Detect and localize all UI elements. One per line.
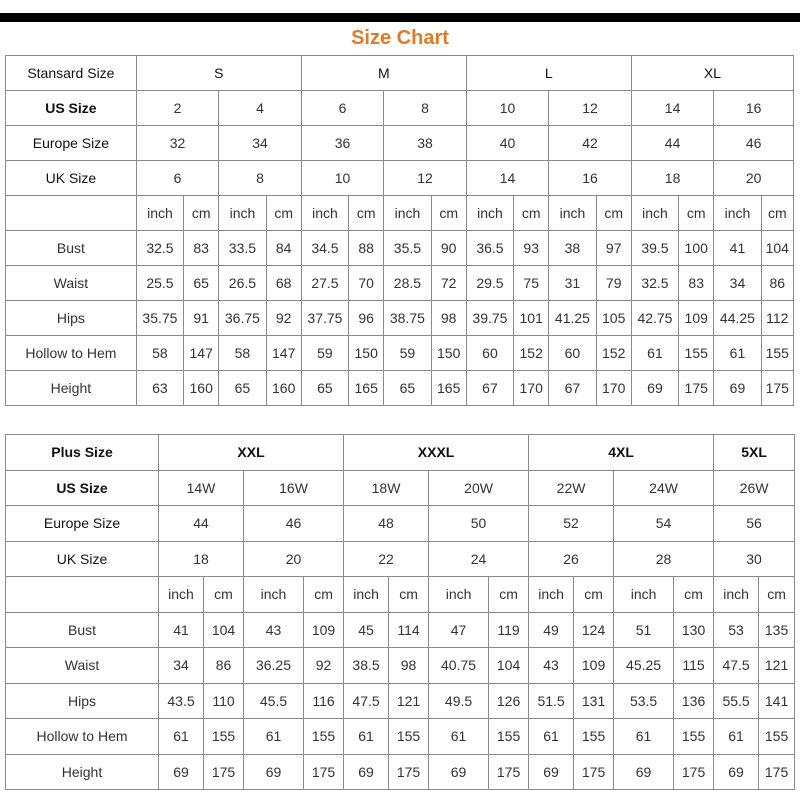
measurement-cell: 69 <box>244 754 304 790</box>
uk-size-row-cell: 26 <box>529 541 614 577</box>
measurement-cell: 61 <box>714 336 761 371</box>
measurement-cell: 69 <box>429 754 489 790</box>
measurement-cell: 49 <box>529 612 574 648</box>
measurement-row <box>6 683 795 719</box>
measurement-row <box>6 266 794 301</box>
europe-size-row <box>6 126 794 161</box>
size-header-row <box>6 435 795 471</box>
uk-size-row-cell: 30 <box>714 541 795 577</box>
measurement-cell: 109 <box>679 301 714 336</box>
us-size-row-cell: 18W <box>344 470 429 506</box>
uk-size-row-cell: 22 <box>344 541 429 577</box>
us-size-row-cell: 4 <box>219 91 302 126</box>
unit-cell: cm <box>759 577 795 613</box>
us-size-row-cell: 16 <box>714 91 794 126</box>
europe-size-row <box>6 506 795 542</box>
europe-size-row-cell: 42 <box>549 126 632 161</box>
measurement-cell: 35.75 <box>136 301 183 336</box>
measurement-cell: 115 <box>674 648 714 684</box>
uk-size-row-cell: 6 <box>136 161 218 196</box>
measurement-cell: 47.5 <box>714 648 759 684</box>
measurement-cell: 150 <box>349 336 384 371</box>
measurement-cell: 41 <box>159 612 204 648</box>
measurement-cell: 175 <box>674 754 714 790</box>
uk-size-row-cell: 14 <box>466 161 548 196</box>
measurement-cell: 110 <box>204 683 244 719</box>
europe-size-row-label: Europe Size <box>6 506 159 542</box>
measurement-cell: 109 <box>304 612 344 648</box>
measurement-cell: 101 <box>514 301 549 336</box>
measurement-cell: 165 <box>431 371 466 406</box>
measurement-cell: 65 <box>384 371 431 406</box>
measurement-label: Waist <box>6 648 159 684</box>
europe-size-row-cell: 46 <box>244 506 344 542</box>
unit-cell: cm <box>431 196 466 231</box>
unit-cell: inch <box>219 196 266 231</box>
measurement-cell: 88 <box>349 231 384 266</box>
measurement-cell: 43 <box>244 612 304 648</box>
measurement-cell: 175 <box>761 371 793 406</box>
measurement-cell: 38.5 <box>344 648 389 684</box>
measurement-cell: 59 <box>384 336 431 371</box>
measurement-cell: 155 <box>389 719 429 755</box>
measurement-cell: 44.25 <box>714 301 761 336</box>
europe-size-row-cell: 34 <box>219 126 302 161</box>
measurement-cell: 61 <box>529 719 574 755</box>
measurement-cell: 42.75 <box>631 301 678 336</box>
europe-size-row-cell: 32 <box>136 126 218 161</box>
measurement-cell: 41 <box>714 231 761 266</box>
top-bar <box>0 13 800 22</box>
us-size-row-cell: 6 <box>301 91 383 126</box>
unit-cell: cm <box>349 196 384 231</box>
measurement-cell: 61 <box>344 719 389 755</box>
measurement-cell: 67 <box>549 371 596 406</box>
unit-cell: cm <box>761 196 793 231</box>
uk-size-row-cell: 8 <box>219 161 302 196</box>
measurement-cell: 25.5 <box>136 266 183 301</box>
measurement-cell: 97 <box>596 231 631 266</box>
measurement-cell: 43.5 <box>159 683 204 719</box>
unit-cell: cm <box>574 577 614 613</box>
page-title: Size Chart <box>351 27 449 49</box>
europe-size-row-cell: 54 <box>614 506 714 542</box>
size-header: M <box>301 56 466 91</box>
unit-cell: cm <box>679 196 714 231</box>
measurement-cell: 61 <box>429 719 489 755</box>
measurement-cell: 90 <box>431 231 466 266</box>
measurement-cell: 109 <box>574 648 614 684</box>
unit-cell: inch <box>631 196 678 231</box>
us-size-row-cell: 14W <box>159 470 244 506</box>
measurement-cell: 38 <box>549 231 596 266</box>
measurement-cell: 61 <box>244 719 304 755</box>
measurement-cell: 32.5 <box>631 266 678 301</box>
us-size-row-cell: 24W <box>614 470 714 506</box>
measurement-cell: 53.5 <box>614 683 674 719</box>
europe-size-row-cell: 40 <box>466 126 548 161</box>
uk-size-row-label: UK Size <box>6 161 137 196</box>
measurement-cell: 105 <box>596 301 631 336</box>
unit-cell: inch <box>384 196 431 231</box>
measurement-row <box>6 371 794 406</box>
measurement-cell: 67 <box>466 371 513 406</box>
measurement-cell: 114 <box>389 612 429 648</box>
measurement-cell: 93 <box>514 231 549 266</box>
unit-cell: inch <box>301 196 348 231</box>
measurement-cell: 28.5 <box>384 266 431 301</box>
unit-cell: inch <box>714 196 761 231</box>
measurement-cell: 155 <box>761 336 793 371</box>
europe-size-row-label: Europe Size <box>6 126 137 161</box>
size-type-label: Stansard Size <box>6 56 137 91</box>
measurement-cell: 170 <box>596 371 631 406</box>
measurement-cell: 63 <box>136 371 183 406</box>
unit-cell: cm <box>266 196 301 231</box>
measurement-cell: 116 <box>304 683 344 719</box>
measurement-cell: 121 <box>389 683 429 719</box>
measurement-cell: 31 <box>549 266 596 301</box>
measurement-cell: 91 <box>184 301 219 336</box>
measurement-label: Hollow to Hem <box>6 719 159 755</box>
measurement-cell: 104 <box>204 612 244 648</box>
size-header: 5XL <box>714 435 795 471</box>
measurement-cell: 175 <box>304 754 344 790</box>
measurement-cell: 83 <box>184 231 219 266</box>
measurement-cell: 124 <box>574 612 614 648</box>
measurement-cell: 58 <box>136 336 183 371</box>
uk-size-row-cell: 10 <box>301 161 383 196</box>
measurement-cell: 26.5 <box>219 266 266 301</box>
standard-size-table <box>5 55 794 406</box>
europe-size-row-cell: 46 <box>714 126 794 161</box>
measurement-label: Hollow to Hem <box>6 336 137 371</box>
measurement-cell: 58 <box>219 336 266 371</box>
measurement-cell: 37.75 <box>301 301 348 336</box>
unit-cell: cm <box>204 577 244 613</box>
measurement-cell: 41.25 <box>549 301 596 336</box>
measurement-cell: 27.5 <box>301 266 348 301</box>
size-header-row <box>6 56 794 91</box>
europe-size-row-cell: 48 <box>344 506 429 542</box>
measurement-label: Height <box>6 754 159 790</box>
measurement-cell: 84 <box>266 231 301 266</box>
measurement-cell: 96 <box>349 301 384 336</box>
unit-cell: inch <box>344 577 389 613</box>
measurement-cell: 160 <box>184 371 219 406</box>
uk-size-row-cell: 18 <box>159 541 244 577</box>
measurement-row <box>6 648 795 684</box>
measurement-cell: 98 <box>389 648 429 684</box>
measurement-cell: 152 <box>514 336 549 371</box>
measurement-cell: 36.25 <box>244 648 304 684</box>
measurement-cell: 141 <box>759 683 795 719</box>
measurement-cell: 68 <box>266 266 301 301</box>
measurement-cell: 45.25 <box>614 648 674 684</box>
measurement-row <box>6 754 795 790</box>
unit-cell: inch <box>614 577 674 613</box>
measurement-cell: 100 <box>679 231 714 266</box>
us-size-row <box>6 470 795 506</box>
unit-cell: inch <box>136 196 183 231</box>
size-header: L <box>466 56 631 91</box>
us-size-row-cell: 2 <box>136 91 218 126</box>
units-row <box>6 196 794 231</box>
measurement-cell: 51.5 <box>529 683 574 719</box>
uk-size-row-cell: 12 <box>384 161 467 196</box>
unit-cell: cm <box>514 196 549 231</box>
uk-size-row <box>6 541 795 577</box>
measurement-cell: 61 <box>614 719 674 755</box>
measurement-cell: 130 <box>674 612 714 648</box>
measurement-cell: 69 <box>614 754 674 790</box>
measurement-cell: 83 <box>679 266 714 301</box>
measurement-cell: 61 <box>631 336 678 371</box>
measurement-cell: 47 <box>429 612 489 648</box>
uk-size-row-cell: 18 <box>631 161 713 196</box>
europe-size-row-cell: 38 <box>384 126 467 161</box>
measurement-cell: 160 <box>266 371 301 406</box>
measurement-cell: 175 <box>204 754 244 790</box>
unit-cell: inch <box>529 577 574 613</box>
measurement-cell: 165 <box>349 371 384 406</box>
measurement-cell: 69 <box>714 371 761 406</box>
europe-size-row-cell: 50 <box>429 506 529 542</box>
measurement-cell: 69 <box>344 754 389 790</box>
measurement-cell: 49.5 <box>429 683 489 719</box>
measurement-cell: 60 <box>466 336 513 371</box>
us-size-row-cell: 12 <box>549 91 632 126</box>
uk-size-row-cell: 24 <box>429 541 529 577</box>
measurement-cell: 175 <box>489 754 529 790</box>
measurement-cell: 112 <box>761 301 793 336</box>
measurement-cell: 29.5 <box>466 266 513 301</box>
measurement-cell: 69 <box>529 754 574 790</box>
measurement-cell: 51 <box>614 612 674 648</box>
measurement-cell: 155 <box>679 336 714 371</box>
measurement-cell: 136 <box>674 683 714 719</box>
unit-cell: cm <box>596 196 631 231</box>
measurement-cell: 60 <box>549 336 596 371</box>
unit-cell: cm <box>389 577 429 613</box>
measurement-cell: 69 <box>714 754 759 790</box>
measurement-cell: 36.5 <box>466 231 513 266</box>
measurement-label: Bust <box>6 231 137 266</box>
unit-cell: inch <box>466 196 513 231</box>
measurement-cell: 72 <box>431 266 466 301</box>
uk-size-row-cell: 20 <box>244 541 344 577</box>
measurement-cell: 69 <box>631 371 678 406</box>
measurement-cell: 34 <box>714 266 761 301</box>
unit-cell: cm <box>674 577 714 613</box>
measurement-cell: 155 <box>759 719 795 755</box>
measurement-cell: 39.5 <box>631 231 678 266</box>
measurement-cell: 104 <box>489 648 529 684</box>
measurement-cell: 92 <box>304 648 344 684</box>
measurement-cell: 98 <box>431 301 466 336</box>
measurement-cell: 59 <box>301 336 348 371</box>
measurement-cell: 150 <box>431 336 466 371</box>
measurement-cell: 33.5 <box>219 231 266 266</box>
measurement-cell: 65 <box>301 371 348 406</box>
measurement-cell: 121 <box>759 648 795 684</box>
measurement-label: Hips <box>6 683 159 719</box>
measurement-cell: 43 <box>529 648 574 684</box>
measurement-cell: 131 <box>574 683 614 719</box>
units-blank-cell <box>6 196 137 231</box>
measurement-cell: 175 <box>679 371 714 406</box>
measurement-row <box>6 719 795 755</box>
measurement-cell: 152 <box>596 336 631 371</box>
measurement-cell: 38.75 <box>384 301 431 336</box>
measurement-cell: 61 <box>714 719 759 755</box>
us-size-row-cell: 22W <box>529 470 614 506</box>
measurement-label: Bust <box>6 612 159 648</box>
us-size-row <box>6 91 794 126</box>
unit-cell: inch <box>244 577 304 613</box>
us-size-row-cell: 26W <box>714 470 795 506</box>
measurement-cell: 155 <box>574 719 614 755</box>
measurement-row <box>6 301 794 336</box>
measurement-cell: 65 <box>184 266 219 301</box>
measurement-cell: 175 <box>389 754 429 790</box>
measurement-cell: 86 <box>761 266 793 301</box>
us-size-row-cell: 8 <box>384 91 467 126</box>
europe-size-row-cell: 56 <box>714 506 795 542</box>
europe-size-row-cell: 52 <box>529 506 614 542</box>
unit-cell: cm <box>184 196 219 231</box>
measurement-cell: 119 <box>489 612 529 648</box>
uk-size-row-label: UK Size <box>6 541 159 577</box>
measurement-cell: 32.5 <box>136 231 183 266</box>
measurement-cell: 35.5 <box>384 231 431 266</box>
measurement-cell: 170 <box>514 371 549 406</box>
europe-size-row-cell: 44 <box>159 506 244 542</box>
measurement-cell: 36.75 <box>219 301 266 336</box>
measurement-cell: 155 <box>674 719 714 755</box>
measurement-cell: 34.5 <box>301 231 348 266</box>
unit-cell: inch <box>159 577 204 613</box>
unit-cell: cm <box>304 577 344 613</box>
measurement-cell: 86 <box>204 648 244 684</box>
unit-cell: inch <box>714 577 759 613</box>
us-size-row-cell: 14 <box>631 91 713 126</box>
measurement-cell: 45 <box>344 612 389 648</box>
measurement-label: Hips <box>6 301 137 336</box>
size-header: XXL <box>159 435 344 471</box>
units-blank-cell <box>6 577 159 613</box>
measurement-cell: 39.75 <box>466 301 513 336</box>
us-size-row-label: US Size <box>6 470 159 506</box>
unit-cell: inch <box>429 577 489 613</box>
uk-size-row-cell: 28 <box>614 541 714 577</box>
measurement-cell: 135 <box>759 612 795 648</box>
measurement-cell: 45.5 <box>244 683 304 719</box>
measurement-cell: 147 <box>266 336 301 371</box>
size-header: XL <box>631 56 793 91</box>
measurement-cell: 79 <box>596 266 631 301</box>
measurement-cell: 92 <box>266 301 301 336</box>
measurement-cell: 147 <box>184 336 219 371</box>
europe-size-row-cell: 44 <box>631 126 713 161</box>
us-size-row-label: US Size <box>6 91 137 126</box>
units-row <box>6 577 795 613</box>
europe-size-row-cell: 36 <box>301 126 383 161</box>
measurement-cell: 65 <box>219 371 266 406</box>
us-size-row-cell: 10 <box>466 91 548 126</box>
measurement-row <box>6 612 795 648</box>
measurement-cell: 61 <box>159 719 204 755</box>
us-size-row-cell: 20W <box>429 470 529 506</box>
measurement-label: Waist <box>6 266 137 301</box>
measurement-cell: 104 <box>761 231 793 266</box>
measurement-cell: 175 <box>574 754 614 790</box>
measurement-cell: 34 <box>159 648 204 684</box>
measurement-cell: 55.5 <box>714 683 759 719</box>
uk-size-row-cell: 20 <box>714 161 794 196</box>
measurement-cell: 70 <box>349 266 384 301</box>
measurement-cell: 155 <box>204 719 244 755</box>
measurement-row <box>6 231 794 266</box>
measurement-cell: 53 <box>714 612 759 648</box>
measurement-cell: 69 <box>159 754 204 790</box>
measurement-label: Height <box>6 371 137 406</box>
size-header: 4XL <box>529 435 714 471</box>
size-type-label: Plus Size <box>6 435 159 471</box>
uk-size-row <box>6 161 794 196</box>
measurement-cell: 75 <box>514 266 549 301</box>
measurement-row <box>6 336 794 371</box>
unit-cell: cm <box>489 577 529 613</box>
measurement-cell: 40.75 <box>429 648 489 684</box>
measurement-cell: 155 <box>489 719 529 755</box>
size-header: S <box>136 56 301 91</box>
measurement-cell: 175 <box>759 754 795 790</box>
us-size-row-cell: 16W <box>244 470 344 506</box>
unit-cell: inch <box>549 196 596 231</box>
measurement-cell: 126 <box>489 683 529 719</box>
plus-size-table <box>5 434 795 790</box>
measurement-cell: 155 <box>304 719 344 755</box>
size-header: XXXL <box>344 435 529 471</box>
uk-size-row-cell: 16 <box>549 161 632 196</box>
measurement-cell: 47.5 <box>344 683 389 719</box>
